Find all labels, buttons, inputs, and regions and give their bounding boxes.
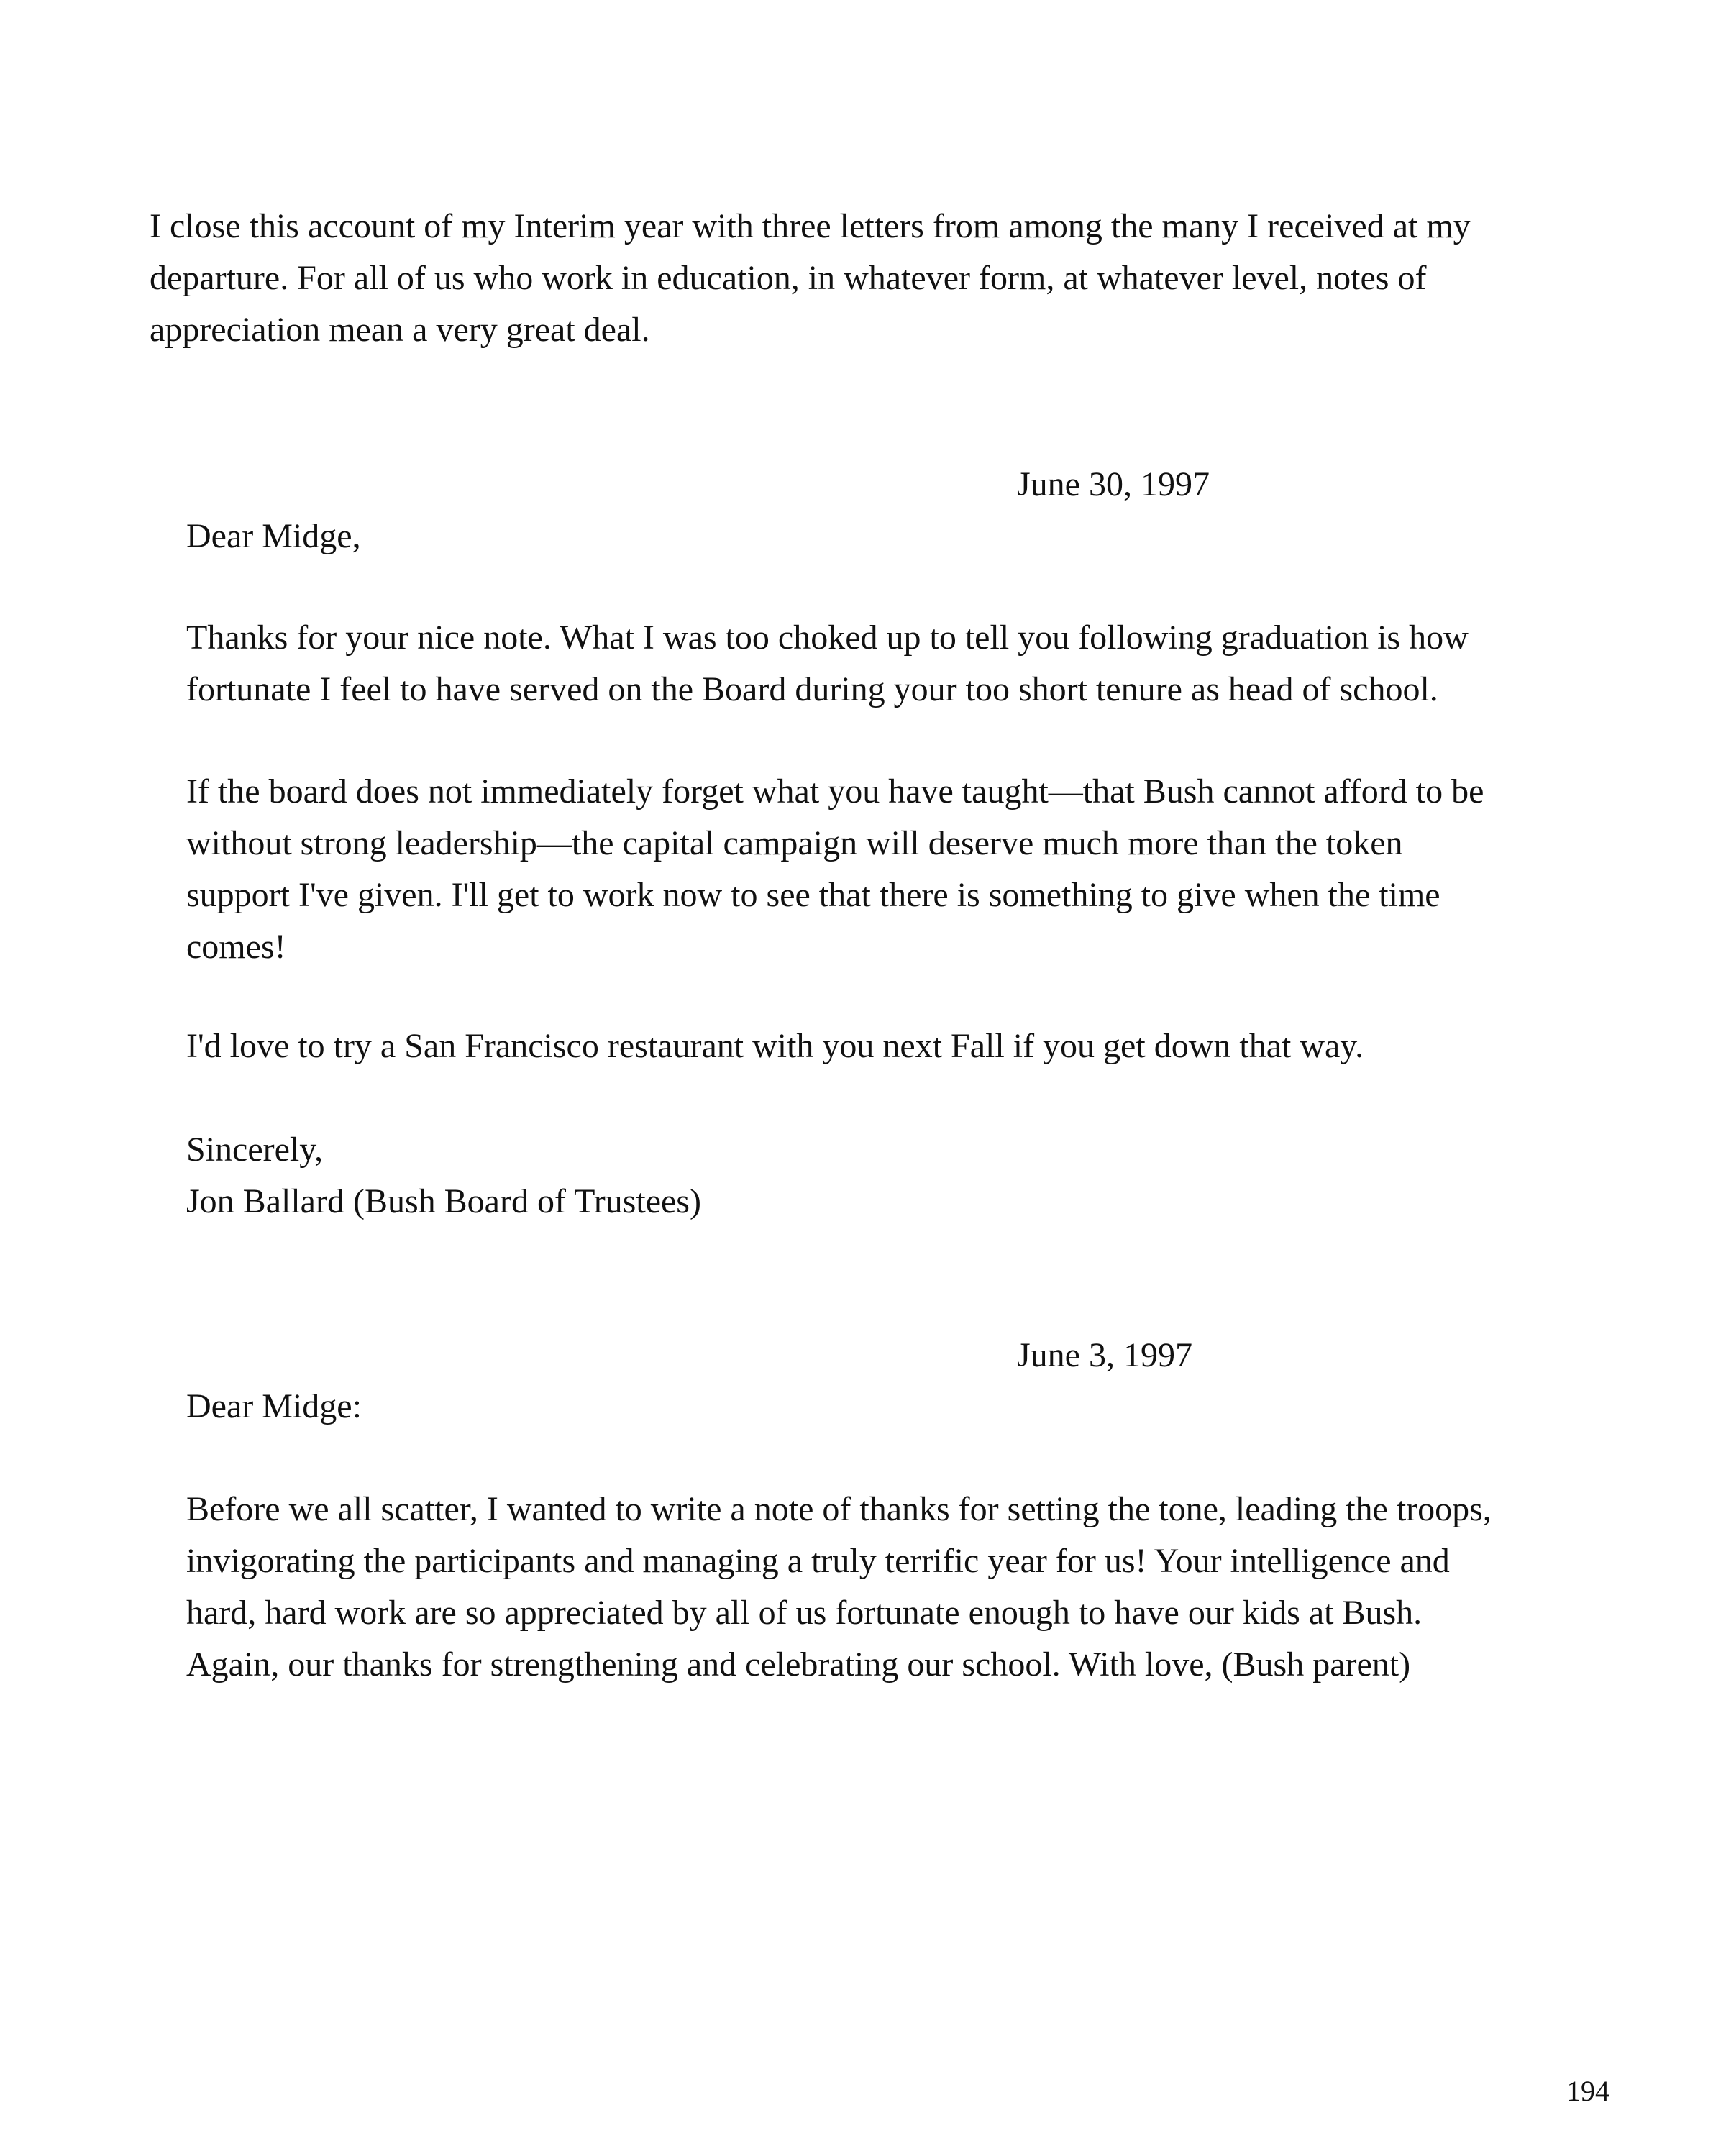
letter1-salutation: Dear Midge, bbox=[186, 517, 361, 555]
letter1-line: fortunate I feel to have served on the Board during your too short tenure as head of school. bbox=[186, 670, 1438, 708]
letter1-closing: Sincerely, bbox=[186, 1130, 324, 1169]
letter2-line: hard, hard work are so appreciated by all of us fortunate enough to have our kids at Bush. bbox=[186, 1594, 1423, 1632]
letter2-line: Before we all scatter, I wanted to write a note of thanks for setting the tone, leading the troops, bbox=[186, 1490, 1492, 1528]
letter2-paragraph-1 bbox=[186, 1484, 1492, 1691]
letter1-paragraph-3 bbox=[186, 1020, 1364, 1072]
letter1-line: without strong leadership—the capital campaign will deserve much more than the token bbox=[186, 824, 1403, 862]
page-number: 194 bbox=[1566, 2075, 1609, 2107]
letter2-salutation: Dear Midge: bbox=[186, 1387, 362, 1425]
letter1-signature: Jon Ballard (Bush Board of Trustees) bbox=[186, 1182, 701, 1220]
intro-line: I close this account of my Interim year with three letters from among the many I received at my bbox=[150, 207, 1471, 245]
intro-line: departure. For all of us who work in education, in whatever form, at whatever level, notes of bbox=[150, 259, 1427, 297]
letter1-paragraph-1 bbox=[186, 612, 1469, 716]
letter1-date: June 30, 1997 bbox=[1017, 465, 1210, 503]
letter1-line: I'd love to try a San Francisco restaurant with you next Fall if you get down that way. bbox=[186, 1027, 1364, 1065]
letter1-line: Thanks for your nice note. What I was too choked up to tell you following graduation is how bbox=[186, 618, 1469, 657]
intro-line: appreciation mean a very great deal. bbox=[150, 311, 650, 349]
letter1-line: comes! bbox=[186, 928, 286, 966]
letter1-line: support I've given. I'll get to work now to see that there is something to give when the time bbox=[186, 876, 1440, 914]
letter2-line: invigorating the participants and managing a truly terrific year for us! Your intelligence and bbox=[186, 1542, 1450, 1580]
letter2-line: Again, our thanks for strengthening and celebrating our school. With love, (Bush parent) bbox=[186, 1645, 1411, 1684]
letter1-line: If the board does not immediately forget what you have taught—that Bush cannot afford to be bbox=[186, 772, 1484, 810]
letter2-date: June 3, 1997 bbox=[1017, 1336, 1192, 1374]
intro-paragraph bbox=[150, 201, 1471, 356]
letter1-paragraph-2 bbox=[186, 766, 1484, 973]
